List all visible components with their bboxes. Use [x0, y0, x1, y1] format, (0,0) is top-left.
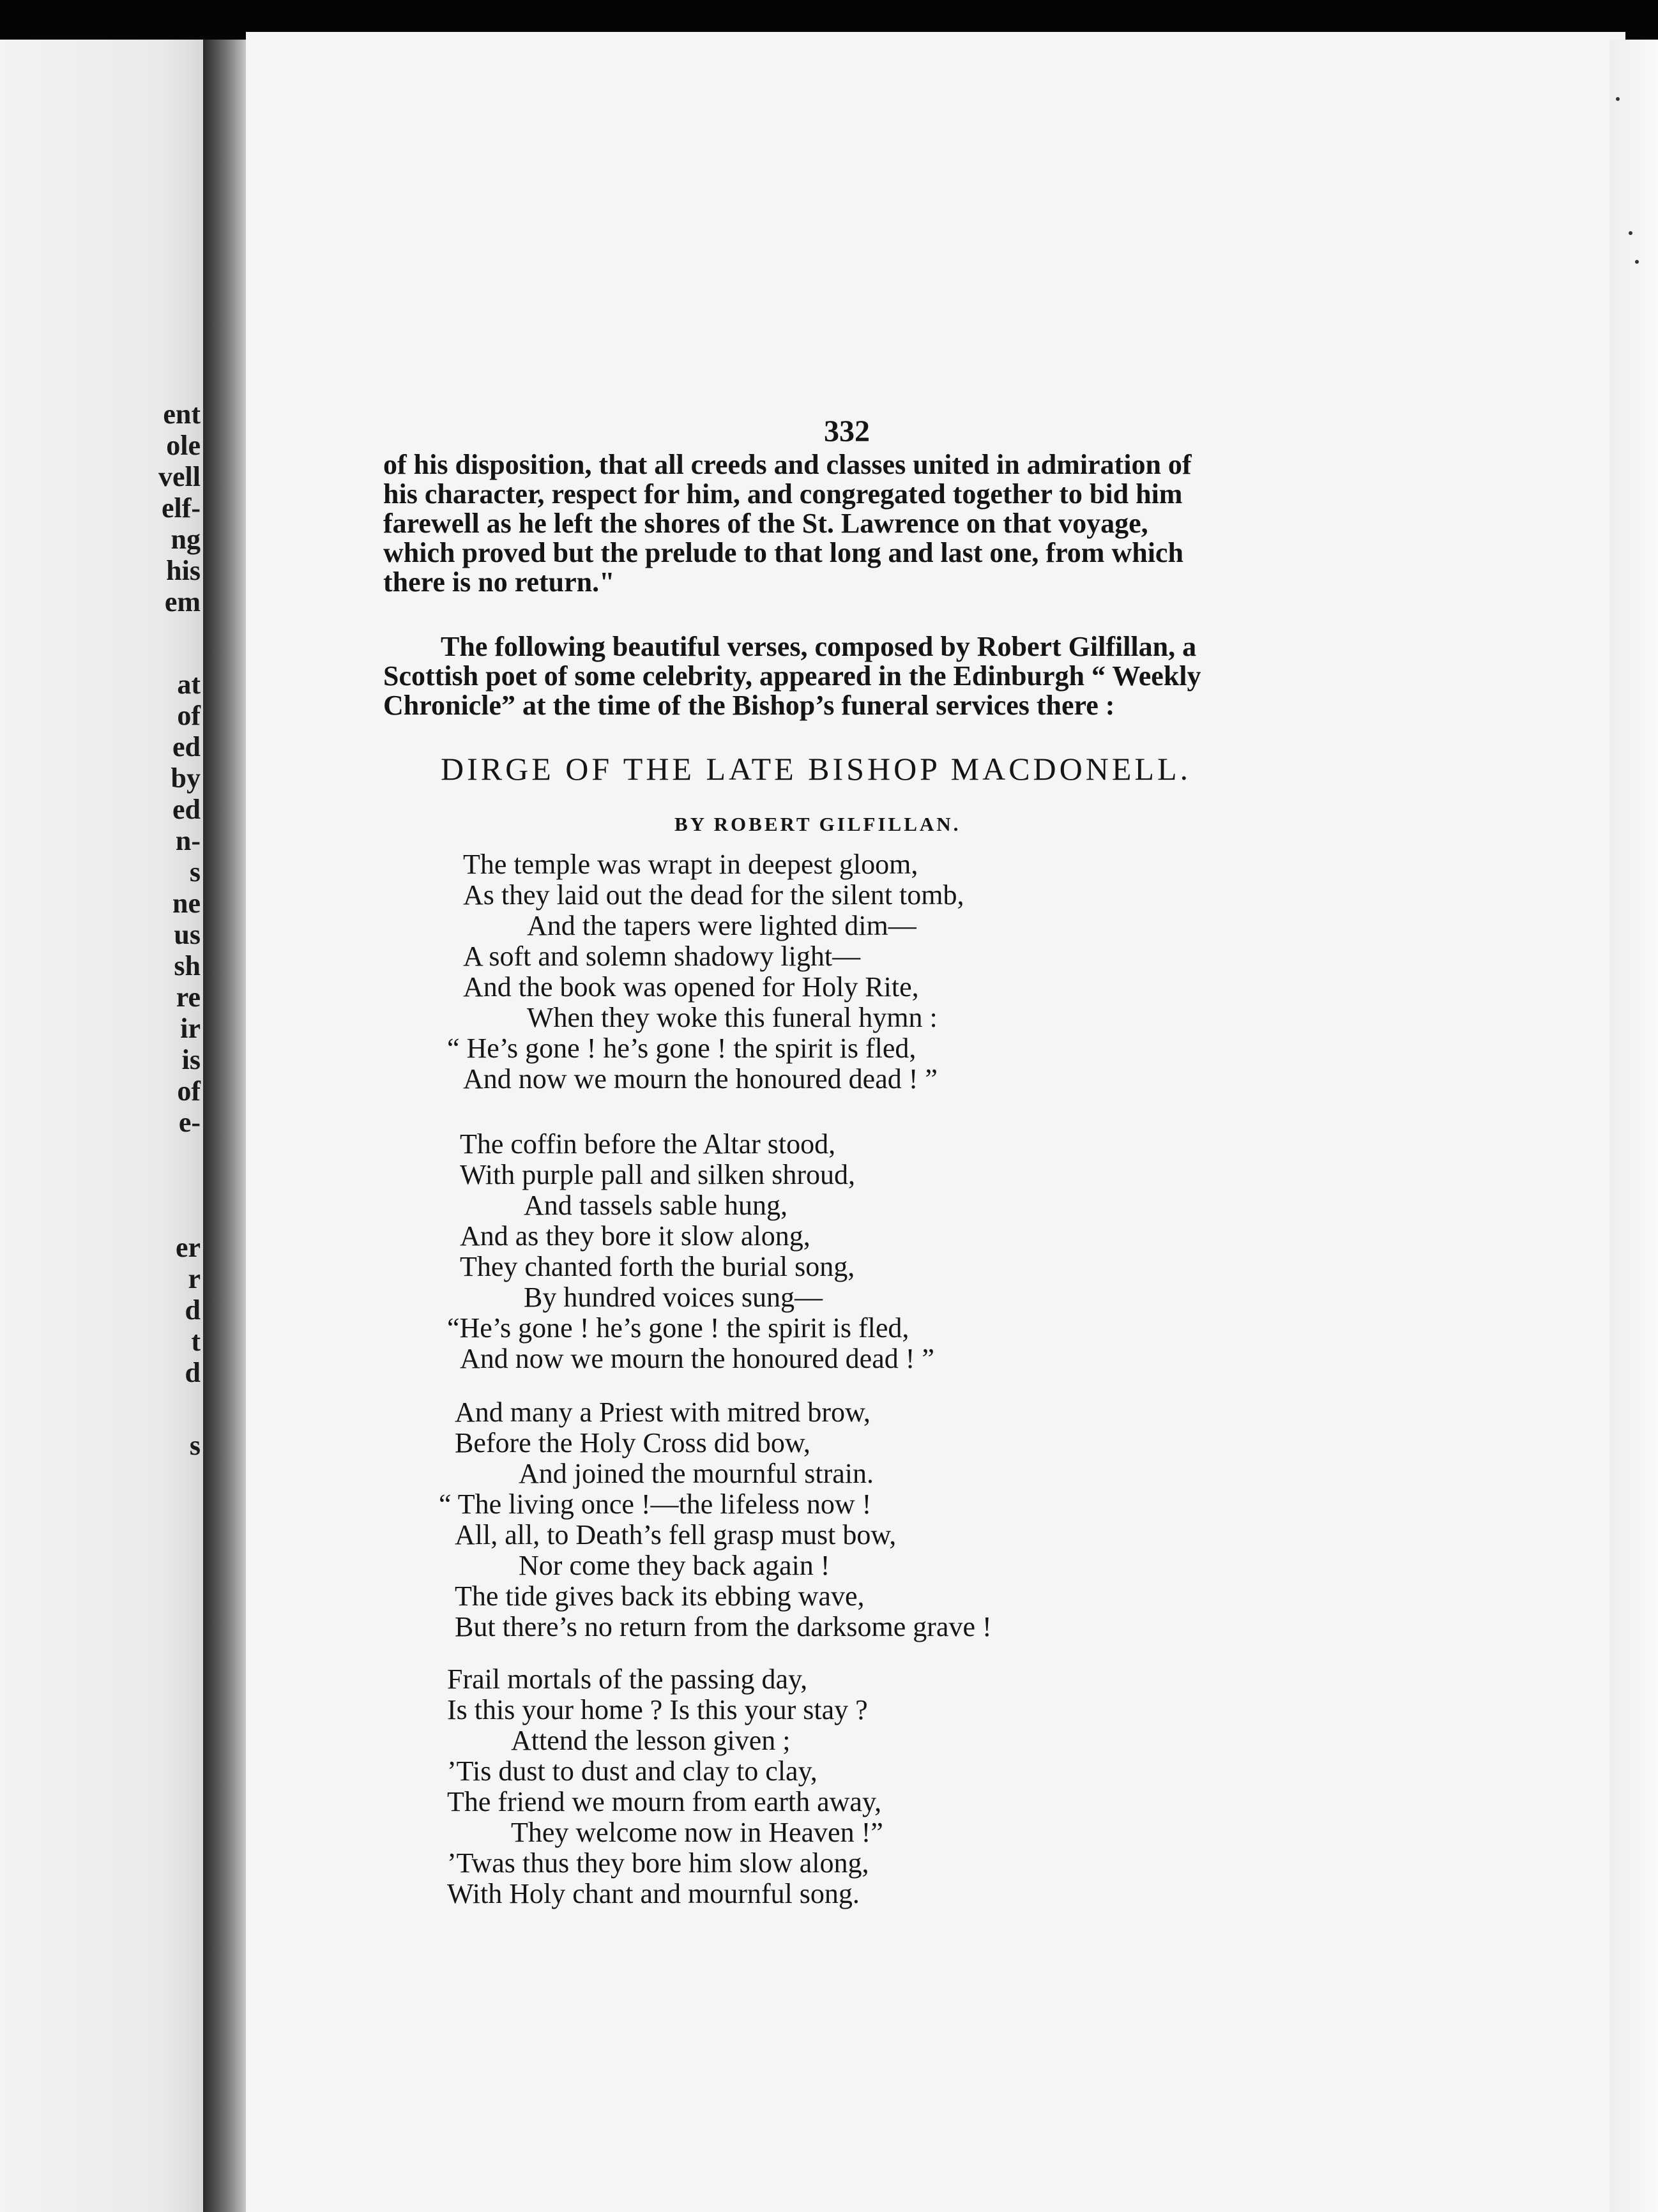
poem-line: Before the Holy Cross did bow, [455, 1427, 810, 1458]
poem-line: “ He’s gone ! he’s gone ! the spirit is fled, [447, 1033, 916, 1064]
intro-paragraph [383, 450, 1192, 597]
paragraph-line: The following beautiful verses, composed by Robert Gilfillan, a [441, 631, 1197, 662]
paragraph-line: his character, respect for him, and congregated together to bid him [383, 478, 1183, 510]
poem-line: And now we mourn the honoured dead ! ” [463, 1063, 938, 1095]
fragment: is [181, 1044, 201, 1075]
poem-line: By hundred voices sung— [524, 1282, 823, 1313]
fragment: t [191, 1326, 201, 1357]
poem-line: All, all, to Death’s fell grasp must bow, [455, 1519, 897, 1550]
poem-line: And the book was opened for Holy Rite, [463, 971, 919, 1003]
poem-line: The temple was wrapt in deepest gloom, [463, 849, 918, 880]
paragraph-line: farewell as he left the shores of the St. Lawrence on that voyage, [383, 508, 1148, 539]
poem-line: They chanted forth the burial song, [460, 1251, 855, 1282]
page-number: 332 [824, 414, 870, 448]
fragment: er [175, 1232, 201, 1263]
speck [1629, 231, 1632, 235]
poem-line: Frail mortals of the passing day, [447, 1663, 808, 1695]
fragment: ed [172, 794, 201, 825]
fragment: re [176, 981, 201, 1013]
poem-line: And the tapers were lighted dim— [527, 910, 916, 941]
fragment: r [188, 1263, 201, 1294]
poem-title: DIRGE OF THE LATE BISHOP MACDONELL. [441, 751, 1191, 787]
poem-line: Nor come they back again ! [519, 1550, 830, 1581]
poem-stanza [447, 1128, 934, 1374]
paragraph-line: Scottish poet of some celebrity, appeared in the Edinburgh “ Weekly [383, 660, 1201, 692]
poem-line: Attend the lesson given ; [511, 1725, 791, 1756]
fragment: his [166, 555, 201, 586]
poem-line: “He’s gone ! he’s gone ! the spirit is fled, [447, 1312, 909, 1344]
poem-line: As they laid out the dead for the silent tomb, [463, 879, 964, 911]
fragment: elf- [161, 492, 201, 524]
poem-line: And joined the mournful strain. [519, 1458, 874, 1489]
poem-line: And many a Priest with mitred brow, [455, 1397, 871, 1428]
second-paragraph [383, 632, 1201, 720]
poem-stanza [447, 849, 964, 1095]
poem-line: ’Tis dust to dust and clay to clay, [447, 1755, 818, 1787]
facing-page-edge [0, 40, 203, 2212]
fragment: us [174, 919, 201, 950]
poem-line: A soft and solemn shadowy light— [463, 941, 861, 972]
poem-line: Is this your home ? Is this your stay ? [447, 1694, 868, 1725]
fragment: sh [174, 950, 201, 981]
fragment: by [171, 762, 201, 794]
poem-author: BY ROBERT GILFILLAN. [674, 813, 961, 835]
speck [1616, 97, 1620, 101]
fragment: ng [171, 524, 201, 555]
poem-line: But there’s no return from the darksome grave ! [455, 1611, 992, 1642]
fragment: at [177, 669, 201, 700]
paragraph-line: there is no return." [383, 566, 615, 598]
poem-line: When they woke this funeral hymn : [527, 1002, 938, 1033]
paragraph-line: which proved but the prelude to that long and last one, from which [383, 537, 1183, 568]
poem-line: ’Twas thus they bore him slow along, [447, 1847, 869, 1879]
poem-line: With purple pall and silken shroud, [460, 1159, 856, 1190]
paragraph-line: Chronicle” at the time of the Bishop’s funeral services there : [383, 690, 1115, 721]
fragment: e- [178, 1107, 201, 1138]
poem-line: And now we mourn the honoured dead ! ” [460, 1343, 934, 1374]
fragment: of [177, 1075, 201, 1107]
fragment: s [189, 856, 201, 888]
poem-line: They welcome now in Heaven !” [511, 1817, 883, 1848]
fragment: d [185, 1294, 201, 1326]
fragment: ed [172, 731, 201, 762]
poem-line: “ The living once !—the lifeless now ! [439, 1489, 872, 1520]
poem-stanza [447, 1664, 883, 1909]
poem-line: And tassels sable hung, [524, 1190, 788, 1221]
scan-right-margin [1609, 40, 1658, 2212]
fragment: ole [166, 430, 201, 461]
speck [1635, 260, 1639, 264]
poem-line: With Holy chant and mournful song. [447, 1878, 860, 1909]
fragment: ir [180, 1013, 201, 1044]
book-gutter-shadow [203, 40, 248, 2212]
paragraph-line: of his disposition, that all creeds and classes united in admiration of [383, 449, 1192, 480]
fragment: ne [172, 888, 201, 919]
poem-line: And as they bore it slow along, [460, 1220, 810, 1252]
fragment: em [164, 586, 201, 617]
fragment: d [185, 1357, 201, 1388]
fragment: n- [175, 825, 201, 856]
fragment: ent [163, 398, 201, 430]
poem-line: The friend we mourn from earth away, [447, 1786, 882, 1817]
poem-line: The coffin before the Altar stood, [460, 1128, 836, 1160]
poem-stanza [439, 1397, 992, 1642]
poem-line: The tide gives back its ebbing wave, [455, 1580, 865, 1612]
fragment: s [189, 1430, 201, 1461]
fragment: vell [158, 461, 201, 492]
fragment: of [177, 700, 201, 731]
